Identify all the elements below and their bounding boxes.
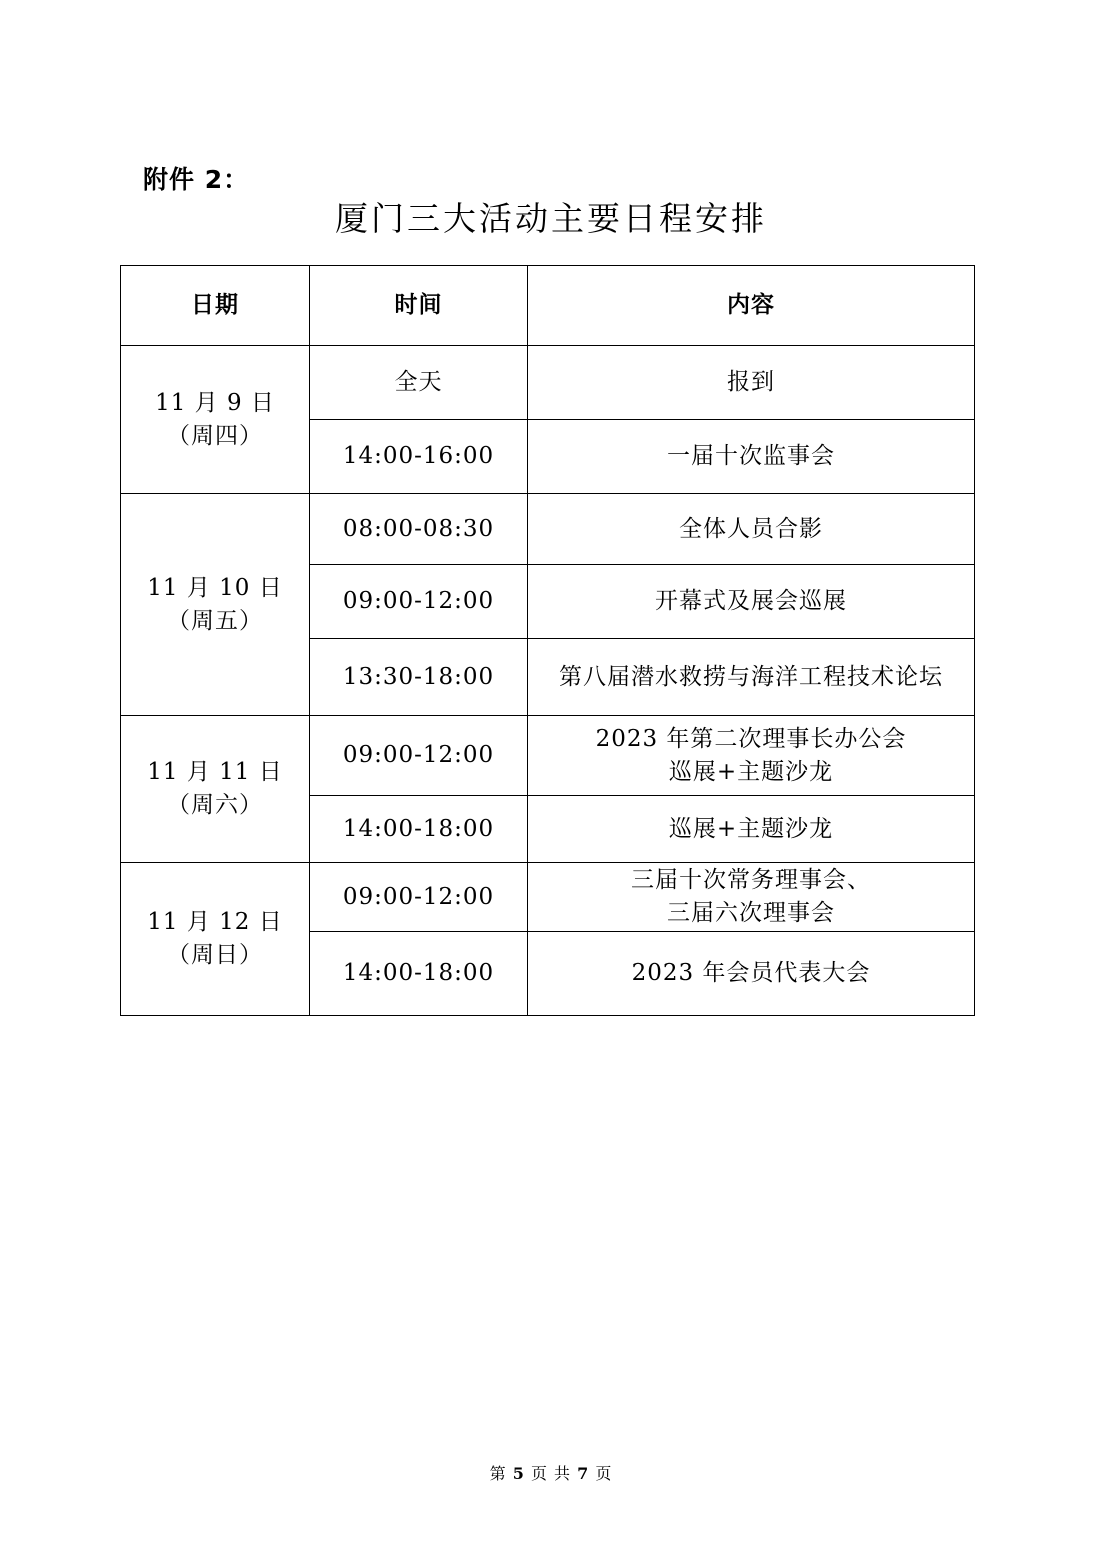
weekday-text: （周日）: [167, 942, 263, 968]
content-text: 第八届潜水救捞与海洋工程技术论坛: [559, 663, 943, 690]
content-text: 巡展+主题沙龙: [668, 758, 834, 785]
table-row: [121, 863, 975, 932]
date-text: 11 月 10 日: [147, 574, 283, 601]
attachment-label: 附件 2：: [143, 165, 250, 194]
content-cell: [528, 863, 975, 932]
content-text: 三届十次常务理事会、: [631, 867, 871, 893]
time-cell: 14:00-16:00: [310, 420, 528, 494]
time-cell: 09:00-12:00: [310, 716, 528, 796]
footer-suffix: 页: [595, 1464, 613, 1483]
page-footer: [0, 1461, 1102, 1484]
content-text: 一届十次监事会: [667, 443, 835, 469]
date-text: 11 月 11 日: [147, 759, 283, 785]
content-text: 2023 年第二次理事长办公会: [595, 725, 907, 752]
table-row: [121, 716, 975, 796]
date-text: 11 月 12 日: [147, 909, 283, 935]
content-text: 开幕式及展会巡展: [655, 588, 847, 614]
content-text: 全体人员合影: [679, 515, 823, 542]
table-row: [121, 494, 975, 565]
time-cell: 09:00-12:00: [310, 565, 528, 639]
weekday-text: （周五）: [167, 607, 263, 634]
time-cell: 08:00-08:30: [310, 494, 528, 565]
time-cell: 14:00-18:00: [310, 932, 528, 1016]
header-date: 日期: [121, 266, 310, 346]
content-cell: [528, 716, 975, 796]
weekday-text: （周六）: [167, 792, 263, 818]
content-cell: [528, 796, 975, 863]
time-cell: 14:00-18:00: [310, 796, 528, 863]
footer-page-number: 5: [512, 1464, 525, 1483]
date-cell: [121, 716, 310, 863]
date-cell: [121, 863, 310, 1016]
weekday-text: （周四）: [167, 422, 263, 449]
header-row: [121, 266, 975, 346]
header-time: 时间: [310, 266, 528, 346]
content-text: 2023 年会员代表大会: [631, 960, 871, 986]
date-text: 11 月 9 日: [155, 389, 275, 416]
footer-page-total: 7: [577, 1464, 590, 1483]
time-cell: 09:00-12:00: [310, 863, 528, 932]
header-content: 内容: [528, 266, 975, 346]
content-cell: [528, 346, 975, 420]
time-cell: 全天: [310, 346, 528, 420]
footer-middle: 页 共: [530, 1464, 572, 1483]
content-cell: [528, 420, 975, 494]
time-cell: 13:30-18:00: [310, 639, 528, 716]
date-cell: [121, 494, 310, 716]
content-text: 报到: [727, 369, 775, 395]
content-cell: [528, 565, 975, 639]
content-cell: [528, 494, 975, 565]
content-cell: [528, 639, 975, 716]
content-cell: [528, 932, 975, 1016]
document-title: 厦门三大活动主要日程安排: [335, 199, 767, 238]
content-text: 巡展+主题沙龙: [668, 815, 834, 842]
schedule-table: [120, 265, 975, 1016]
content-text: 三届六次理事会: [667, 900, 835, 926]
table-row: [121, 346, 975, 420]
date-cell: [121, 346, 310, 494]
footer-prefix: 第: [489, 1464, 507, 1483]
